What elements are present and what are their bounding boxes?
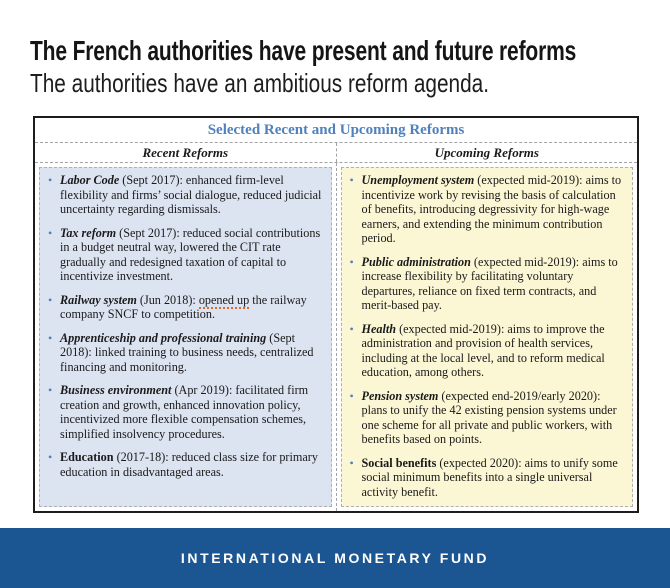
recent-reforms-panel <box>39 167 332 507</box>
reform-item <box>45 226 325 284</box>
reform-item <box>45 383 325 441</box>
table-body <box>35 163 637 511</box>
column-header-upcoming-reforms: Upcoming Reforms <box>434 145 539 160</box>
reform-item-text: (Apr 2019): facilitated firm creation and growth, enhanced innovation policy, incentivized more flexible compensation schemes, simplified insolvency procedures. <box>60 383 309 441</box>
reform-item-text: (expected mid-2019): aims to increase flexibility by facilitating voluntary departures, reliance on fixed term contracts, and merit-based pay. <box>361 254 618 313</box>
reform-item-text: (expected mid-2019): aims to incentivize work by revising the basis of calculation of benefits, introducing degressivity for high-wage earners, and extending the minimum contribution period. <box>361 173 622 246</box>
reform-item-lead: Apprenticeship and professional training <box>60 330 267 345</box>
reform-item-lead: Pension system <box>361 388 439 403</box>
footer-banner <box>0 528 670 588</box>
reform-item-text: (Sept 2018): linked training to business needs, centralized financing and monitoring. <box>60 330 314 374</box>
slide-heading <box>30 36 670 98</box>
reform-item-lead: Unemployment system <box>361 173 475 187</box>
column-header-recent-reforms: Recent Reforms <box>35 143 337 162</box>
table-header-row <box>35 143 637 163</box>
footer-label: INTERNATIONAL MONETARY FUND <box>180 550 490 566</box>
table-title: Selected Recent and Upcoming Reforms <box>35 118 637 143</box>
reform-item <box>45 173 325 217</box>
reform-item-text: (Sept 2017): enhanced firm-level flexibility and firms’ social dialogue, reduced judicial uncertainty regarding dismissals. <box>60 173 322 217</box>
reform-item <box>347 389 627 447</box>
reform-item-lead: Education <box>60 450 114 465</box>
reform-item-lead: Railway system <box>60 292 137 307</box>
reform-item <box>45 331 325 375</box>
reform-item-text: the railway company SNCF to competition. <box>60 292 307 322</box>
reform-item-lead: Tax reform <box>60 225 117 240</box>
reform-item <box>45 293 325 322</box>
reform-item <box>347 255 627 313</box>
reform-item <box>347 173 627 246</box>
reform-item <box>347 322 627 380</box>
recent-reforms-list <box>45 173 325 479</box>
upcoming-reforms-cell <box>337 163 638 511</box>
reform-item-text: (expected end-2019/early 2020): plans to unify the 42 existing pension systems under one scheme for all private and public workers, with benefits based on points. <box>361 388 617 447</box>
reform-item-text: (Sept 2017): reduced social contributions in a budget neutral way, lowered the CIT rate gradually and redesigned taxation of capital to incentivize investment. <box>60 225 321 284</box>
reform-item-text: (2017-18): reduced class size for primary education in disadvantaged areas. <box>60 450 318 479</box>
upcoming-reforms-panel <box>341 167 634 507</box>
reform-item-lead: Business environment <box>60 383 172 398</box>
reform-item <box>347 456 627 500</box>
reform-item-lead: Labor Code <box>60 173 120 187</box>
spellcheck-underlined-text: opened up <box>198 292 250 307</box>
reform-item-lead: Public administration <box>361 254 471 269</box>
reform-item-text: (expected 2020): aims to unify some social minimum benefits into a single universal activity benefit. <box>361 455 618 499</box>
reform-item-lead: Health <box>361 321 397 336</box>
recent-reforms-cell <box>35 163 337 511</box>
reform-item-text: (Jun 2018): <box>136 292 199 307</box>
reforms-table <box>33 116 639 513</box>
reform-item-lead: Social benefits <box>361 455 437 470</box>
page-subtitle: The authorities have an ambitious reform agenda. <box>30 68 490 99</box>
upcoming-reforms-list <box>347 173 627 499</box>
page-title: The French authorities have present and future reforms <box>30 35 577 66</box>
reform-item-text: (expected mid-2019): aims to improve the administration and provision of health services, including at the local level, and to reform medical education, among others. <box>361 321 605 380</box>
reform-item <box>45 450 325 479</box>
